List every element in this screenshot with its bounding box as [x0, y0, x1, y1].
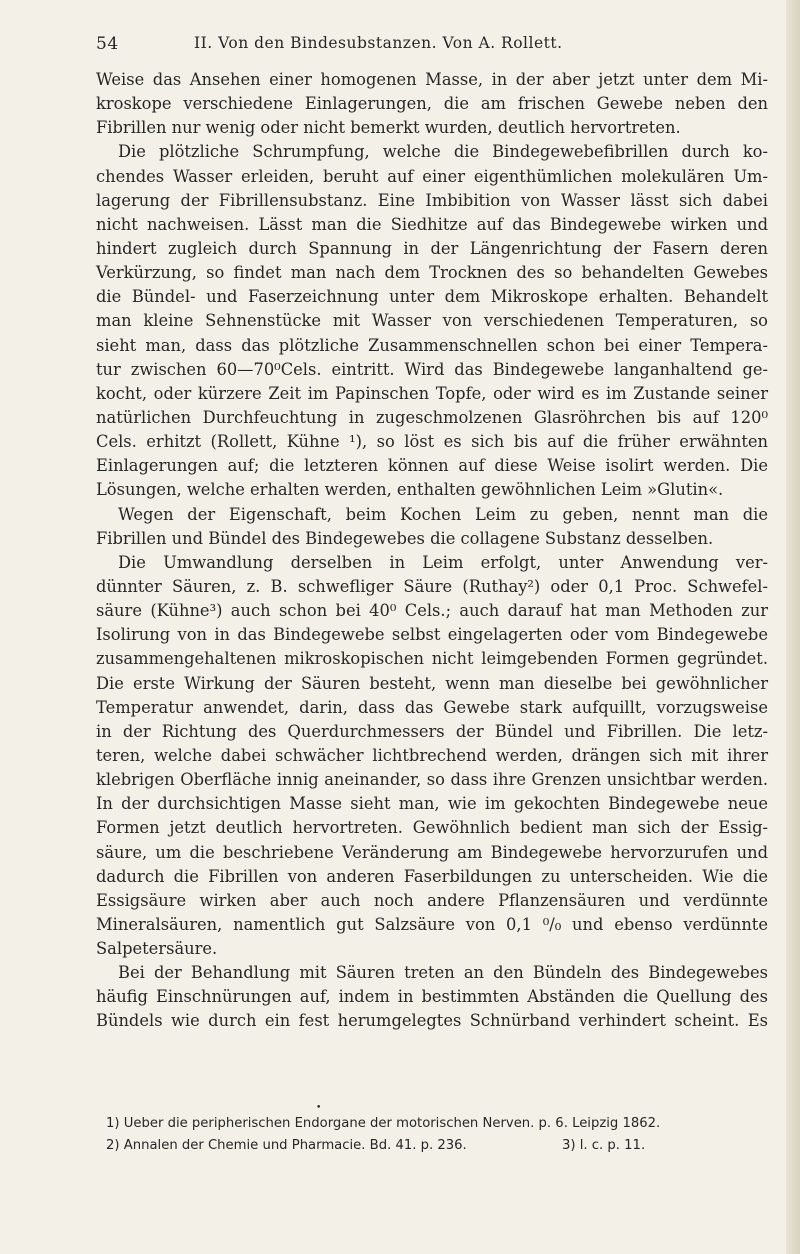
text-line: Mineralsäuren, namentlich gut Salzsäure von 0,1 ⁰/₀ und ebenso verdünnte — [96, 914, 768, 934]
running-title: II. Von den Bindesubstanzen. Von A. Rollett. — [194, 34, 563, 52]
page-edge — [786, 0, 800, 1254]
text-line: Fibrillen nur wenig oder nicht bemerkt wurden, deutlich hervortreten. — [96, 118, 681, 138]
text-line: säure (Kühne³) auch schon bei 40⁰ Cels.; auch darauf hat man Methoden zur — [96, 601, 768, 621]
running-header — [96, 34, 736, 56]
text-line: Weise das Ansehen einer homogenen Masse, in der aber jetzt unter dem Mi- — [96, 70, 768, 89]
text-line: Formen jetzt deutlich hervortreten. Gewöhnlich bedient man sich der Essig- — [96, 818, 768, 838]
text-line: chendes Wasser erleiden, beruht auf einer eigenthümlichen molekulären Um- — [96, 166, 768, 186]
text-line: Isolirung von in das Bindegewebe selbst eingelagerten oder vom Bindegewebe — [96, 625, 768, 645]
text-line: Einlagerungen auf; die letzteren können auf diese Weise isolirt werden. Die — [96, 456, 768, 476]
text-line: Bündels wie durch ein fest herumgelegtes Schnürband verhindert scheint. Es — [96, 1011, 768, 1031]
text-line: kocht, oder kürzere Zeit im Papinschen Topfe, oder wird es im Zustande seiner — [96, 383, 768, 403]
text-line: Wegen der Eigenschaft, beim Kochen Leim zu geben, nennt man die — [118, 504, 768, 524]
text-line: In der durchsichtigen Masse sieht man, wie im gekochten Bindegewebe neue — [96, 794, 768, 814]
text-line: Die Umwandlung derselben in Leim erfolgt, unter Anwendung ver- — [118, 552, 768, 572]
text-line: Lösungen, welche erhalten werden, enthalten gewöhnlichen Leim »Glutin«. — [96, 480, 724, 500]
page-number: 54 — [96, 34, 119, 54]
text-line: teren, welche dabei schwächer lichtbrechend werden, drängen sich mit ihrer — [96, 745, 768, 765]
text-line: Verkürzung, so findet man nach dem Trocknen des so behandelten Gewebes — [96, 263, 768, 283]
main-text — [96, 68, 768, 1034]
text-line: man kleine Sehnenstücke mit Wasser von verschiedenen Temperaturen, so — [96, 311, 768, 331]
text-line: Salpetersäure. — [96, 939, 218, 959]
text-line: Die erste Wirkung der Säuren besteht, wenn man dieselbe bei gewöhnlicher — [96, 673, 768, 693]
text-line: Temperatur anwendet, darin, dass das Gewebe stark aufquillt, vorzugsweise — [96, 697, 768, 717]
text-line: natürlichen Durchfeuchtung in zugeschmolzenen Glasröhrchen bis auf 120⁰ — [96, 407, 768, 427]
text-line: dadurch die Fibrillen von anderen Faserbildungen zu unterscheiden. Wie die — [96, 866, 768, 886]
text-line: Die plötzliche Schrumpfung, welche die Bindegewebefibrillen durch ko- — [118, 142, 768, 162]
text-line: in der Richtung des Querdurchmessers der Bündel und Fibrillen. Die letz- — [96, 721, 768, 741]
text-line: säure, um die beschriebene Veränderung am Bindegewebe hervorzurufen und — [96, 842, 768, 862]
text-line: tur zwischen 60—70⁰Cels. eintritt. Wird das Bindegewebe langanhaltend ge- — [96, 359, 768, 379]
footnotes — [106, 1113, 758, 1157]
text-line: klebrigen Oberfläche innig aneinander, so dass ihre Grenzen unsichtbar werden. — [96, 770, 768, 790]
text-line: die Bündel- und Faserzeichnung unter dem Mikroskope erhalten. Behandelt — [96, 287, 768, 307]
text-line: dünnter Säuren, z. B. schwefliger Säure (Ruthay²) oder 0,1 Proc. Schwefel- — [96, 576, 768, 596]
footnote-2: 2) Annalen der Chemie und Pharmacie. Bd. 41. p. 236. — [106, 1138, 467, 1153]
footnote-1: 1) Ueber die peripherischen Endorgane der motorischen Nerven. p. 6. Leipzig 1862. — [106, 1116, 661, 1131]
text-line: Essigsäure wirken aber auch noch andere Pflanzensäuren und verdünnte — [96, 890, 768, 910]
footnote-3: 3) l. c. p. 11. — [562, 1138, 646, 1153]
text-line: lagerung der Fibrillensubstanz. Eine Imbibition von Wasser lässt sich dabei — [96, 190, 768, 210]
text-line: hindert zugleich durch Spannung in der Längenrichtung der Fasern deren — [96, 238, 768, 258]
text-line: häufig Einschnürungen auf, indem in bestimmten Abständen die Quellung des — [96, 987, 768, 1007]
text-line: Cels. erhitzt (Rollett, Kühne ¹), so löst es sich bis auf die früher erwähnten — [96, 432, 768, 452]
text-line: Bei der Behandlung mit Säuren treten an den Bündeln des Bindegewebes — [118, 963, 768, 983]
text-line: kroskope verschiedene Einlagerungen, die am frischen Gewebe neben den — [96, 94, 768, 114]
text-line: Fibrillen und Bündel des Bindegewebes die collagene Substanz desselben. — [96, 528, 714, 548]
text-line: nicht nachweisen. Lässt man die Siedhitze auf das Bindegewebe wirken und — [96, 214, 768, 234]
text-line: sieht man, dass das plötzliche Zusammenschnellen schon bei einer Tempera- — [96, 335, 768, 355]
footnote-separator: • — [316, 1103, 322, 1113]
text-line: zusammengehaltenen mikroskopischen nicht leimgebenden Formen gegründet. — [96, 649, 768, 669]
footnote-row-2 — [106, 1135, 758, 1157]
